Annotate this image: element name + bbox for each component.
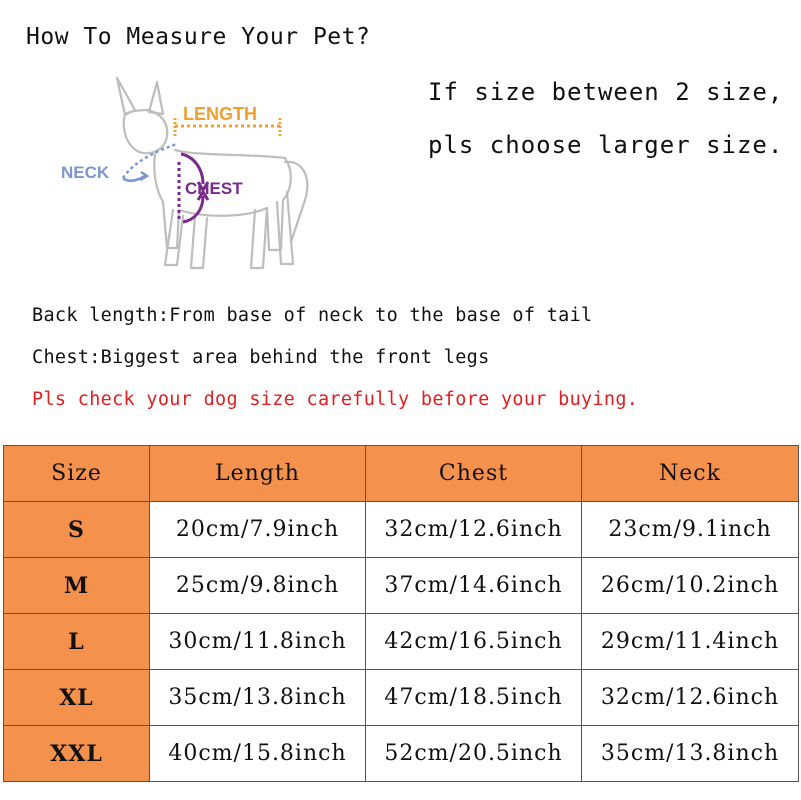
table-row	[4, 558, 799, 614]
table-row	[4, 670, 799, 726]
size-cell: M	[4, 558, 150, 614]
dog-measurement-diagram	[55, 70, 320, 285]
size-tip-line-1: If size between 2 size,	[428, 78, 784, 106]
chest-cell: 47cm/18.5inch	[366, 670, 582, 726]
header-length: Length	[150, 446, 366, 502]
table-row	[4, 502, 799, 558]
neck-cell: 32cm/12.6inch	[582, 670, 799, 726]
chest-label: CHEST	[185, 179, 243, 198]
size-chart-table	[3, 445, 799, 782]
header-chest: Chest	[366, 446, 582, 502]
length-cell: 30cm/11.8inch	[150, 614, 366, 670]
neck-cell: 23cm/9.1inch	[582, 502, 799, 558]
back-length-note: Back length:From base of neck to the base of tail	[32, 305, 593, 326]
neck-cell: 29cm/11.4inch	[582, 614, 799, 670]
size-warning: Pls check your dog size carefully before your buying.	[32, 389, 639, 410]
header-size: Size	[4, 446, 150, 502]
chest-note: Chest:Biggest area behind the front legs	[32, 347, 490, 368]
size-cell: L	[4, 614, 150, 670]
size-cell: XXL	[4, 726, 150, 782]
neck-indicator	[123, 144, 177, 181]
table-row	[4, 726, 799, 782]
table-header-row	[4, 446, 799, 502]
chest-cell: 52cm/20.5inch	[366, 726, 582, 782]
length-cell: 20cm/7.9inch	[150, 502, 366, 558]
neck-cell: 35cm/13.8inch	[582, 726, 799, 782]
size-cell: XL	[4, 670, 150, 726]
page-title: How To Measure Your Pet?	[26, 24, 371, 50]
size-tip-line-2: pls choose larger size.	[428, 131, 784, 159]
chest-cell: 32cm/12.6inch	[366, 502, 582, 558]
length-cell: 35cm/13.8inch	[150, 670, 366, 726]
chest-cell: 37cm/14.6inch	[366, 558, 582, 614]
table-row	[4, 614, 799, 670]
neck-label: NECK	[61, 163, 110, 182]
length-cell: 40cm/15.8inch	[150, 726, 366, 782]
length-cell: 25cm/9.8inch	[150, 558, 366, 614]
neck-cell: 26cm/10.2inch	[582, 558, 799, 614]
size-cell: S	[4, 502, 150, 558]
length-label: LENGTH	[183, 104, 257, 124]
header-neck: Neck	[582, 446, 799, 502]
chest-cell: 42cm/16.5inch	[366, 614, 582, 670]
